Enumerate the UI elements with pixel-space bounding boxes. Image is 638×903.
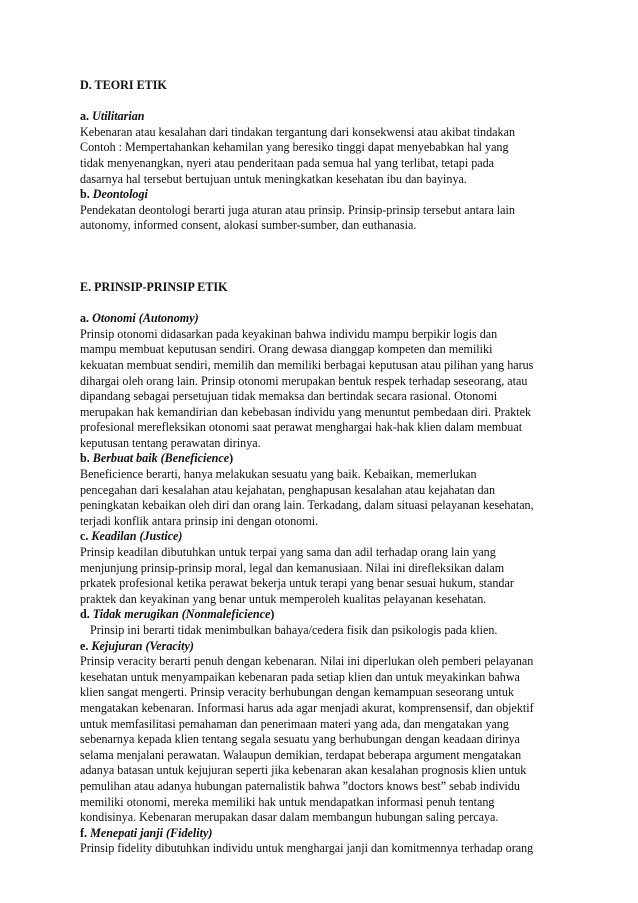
text-line: Prinsip keadilan dibutuhkan untuk terpai yang sama dan adil terhadap orang lain yang bbox=[80, 545, 496, 560]
text-line: tidak menyenangkan, nyeri atau penderitaan pada semua hal yang terlibat, tetapi pada bbox=[80, 155, 495, 170]
subsection-heading bbox=[80, 109, 560, 125]
subsection-title: Berbuat baik (Beneficience bbox=[92, 451, 230, 466]
text-line: dasarnya hal tersebut bertujuan untuk meningkatkan kesehatan ibu dan bayinya. bbox=[80, 171, 467, 186]
text-line: Prinsip fidelity dibutuhkan individu untuk menghargai janji dan komitmennya terhadap orang bbox=[80, 841, 534, 856]
text-line: Kebenaran atau kesalahan dari tindakan tergantung dari konsekwensi atau akibat tindakan bbox=[80, 124, 515, 139]
document-page bbox=[80, 78, 560, 857]
text-line: mampu membuat keputusan sendiri. Orang dewasa dianggap kompeten dan memiliki bbox=[80, 342, 493, 357]
subsection-title: Tidak merugikan (Nonmaleficience bbox=[92, 607, 271, 622]
text-line: peningkatan kebaikan oleh diri dan orang lain. Terkadang, dalam situasi pelayanan kesehatan, bbox=[80, 498, 534, 513]
text-line: klien sangat mengerti. Prinsip veracity berhubungan dengan kemampuan seseorang untuk bbox=[80, 685, 514, 700]
subsection-letter: d. bbox=[80, 607, 93, 622]
subsection-letter: e. bbox=[80, 638, 92, 653]
text-line: kondisinya. Kebenaran merupakan dasar dalam membangun hubungan saling percaya. bbox=[80, 810, 499, 825]
text-line: dipandang sebagai persetujuan tidak memaksa dan bertindak secara rasional. Otonomi bbox=[80, 389, 498, 404]
text-line: pencegahan dari kesalahan atau kejahatan, penghapusan kesalahan atau kejahatan dan bbox=[80, 482, 496, 497]
text-line: untuk memfasilitasi pemahaman dan penerimaan materi yang ada, dan mengatakan yang bbox=[80, 716, 509, 731]
text-line: prkatek profesional ketika perawat bekerja untuk terapi yang benar sesuai hukum, standar bbox=[80, 576, 514, 591]
paragraph bbox=[80, 125, 560, 187]
text-line: kekuatan membuat sendiri, memilih dan memiliki berbagai keputusan atau pilihan yang harus bbox=[80, 357, 534, 372]
paragraph bbox=[80, 841, 560, 857]
subsection-heading bbox=[80, 451, 560, 467]
text-line: profesional merefleksikan otonomi saat perawat menghargai hak-hak klien dalam membuat bbox=[80, 420, 523, 435]
subsection-title: Utilitarian bbox=[92, 109, 145, 124]
text-line: kesehatan untuk menyampaikan kebenaran pada setiap klien dan untuk meyakinkan bahwa bbox=[80, 669, 520, 684]
text-line: menjunjung prinsip-prinsip moral, legal dan kemanusiaan. Nilai ini direfleksikan dalam bbox=[80, 560, 505, 575]
text-line: praktek dan keyakinan yang benar untuk memperoleh kualitas pelayanan kesehatan. bbox=[80, 591, 487, 606]
text-line: Pendekatan deontologi berarti juga aturan atau prinsip. Prinsip-prinsip tersebut antara lain bbox=[80, 202, 515, 217]
text-line: selama menjalani perawatan. Walaupun demikian, terdapat beberapa argument mengatakan bbox=[80, 747, 522, 762]
paragraph bbox=[80, 545, 560, 607]
text-line: merupakan hak kemandirian dan kebebasan individu yang menuntut pembedaan diri. Praktek bbox=[80, 404, 532, 419]
subsection-title: Keadilan (Justice) bbox=[91, 529, 183, 544]
text-line: Prinsip veracity berarti penuh dengan kebenaran. Nilai ini diperlukan oleh pemberi pelayanan bbox=[80, 654, 534, 669]
subsection-suffix: ) bbox=[270, 607, 275, 622]
subsection-heading bbox=[80, 826, 560, 842]
section-d-heading: D. TEORI ETIK bbox=[80, 78, 167, 92]
text-line: autonomy, informed consent, alokasi sumber-sumber, dan euthanasia. bbox=[80, 218, 417, 233]
subsection-suffix: ) bbox=[229, 451, 234, 466]
subsection-title: Menepati janji (Fidelity) bbox=[90, 825, 213, 840]
text-line: Beneficience berarti, hanya melakukan sesuatu yang baik. Kebaikan, memerlukan bbox=[80, 467, 477, 482]
text-line: pemulihan atau adanya hubungan paternalistik bahwa ”doctors knows best” sebab individu bbox=[80, 778, 520, 793]
subsection-letter: a. bbox=[80, 311, 93, 326]
subsection-title: Kejujuran (Veracity) bbox=[91, 638, 194, 653]
text-line: mengatakan kebenaran. Informasi harus ada agar menjadi akurat, komprensensif, dan objektif bbox=[80, 700, 534, 715]
subsection-heading bbox=[80, 607, 560, 623]
paragraph bbox=[80, 623, 560, 639]
text-line: Prinsip ini berarti tidak menimbulkan bahaya/cedera fisik dan psikologis pada klien. bbox=[90, 623, 498, 637]
spacer bbox=[80, 234, 560, 280]
text-line: sebenarnya kepada klien tentang segala sesuatu yang berhubungan dengan keadaan dirinya bbox=[80, 732, 520, 747]
subsection-heading bbox=[80, 529, 560, 545]
section-e-body bbox=[80, 311, 560, 857]
text-line: terjadi konflik antara prinsip ini dengan otonomi. bbox=[80, 513, 319, 528]
spacer bbox=[80, 296, 560, 312]
spacer bbox=[80, 94, 560, 110]
subsection-title: Otonomi (Autonomy) bbox=[92, 311, 199, 326]
subsection-title: Deontologi bbox=[92, 187, 148, 202]
subsection-heading bbox=[80, 639, 560, 655]
paragraph bbox=[80, 203, 560, 234]
subsection-letter: f. bbox=[80, 825, 91, 840]
paragraph bbox=[80, 654, 560, 826]
paragraph bbox=[80, 467, 560, 529]
section-d-body bbox=[80, 109, 560, 234]
subsection-heading bbox=[80, 187, 560, 203]
text-line: Contoh : Mempertahankan kehamilan yang beresiko tinggi dapat menyebabkan hal yang bbox=[80, 140, 509, 155]
text-line: adanya batasan untuk kejujuran seperti jika kebenaran akan kesalahan prognosis klien untuk bbox=[80, 763, 527, 778]
section-e-heading: E. PRINSIP-PRINSIP ETIK bbox=[80, 279, 228, 294]
subsection-letter: b. bbox=[80, 187, 93, 202]
text-line: dihargai oleh orang lain. Prinsip otonomi merupakan bentuk respek terhadap seseorang, atau bbox=[80, 373, 528, 388]
subsection-letter: b. bbox=[80, 451, 93, 466]
subsection-letter: c. bbox=[80, 529, 92, 544]
subsection-letter: a. bbox=[80, 109, 93, 124]
subsection-heading bbox=[80, 311, 560, 327]
text-line: keputusan tentang perawatan dirinya. bbox=[80, 435, 261, 450]
text-line: memiliki otonomi, mereka memiliki hak untuk mendapatkan informasi penuh tentang bbox=[80, 794, 495, 809]
text-line: Prinsip otonomi didasarkan pada keyakinan bahwa individu mampu berpikir logis dan bbox=[80, 326, 498, 341]
paragraph bbox=[80, 327, 560, 452]
